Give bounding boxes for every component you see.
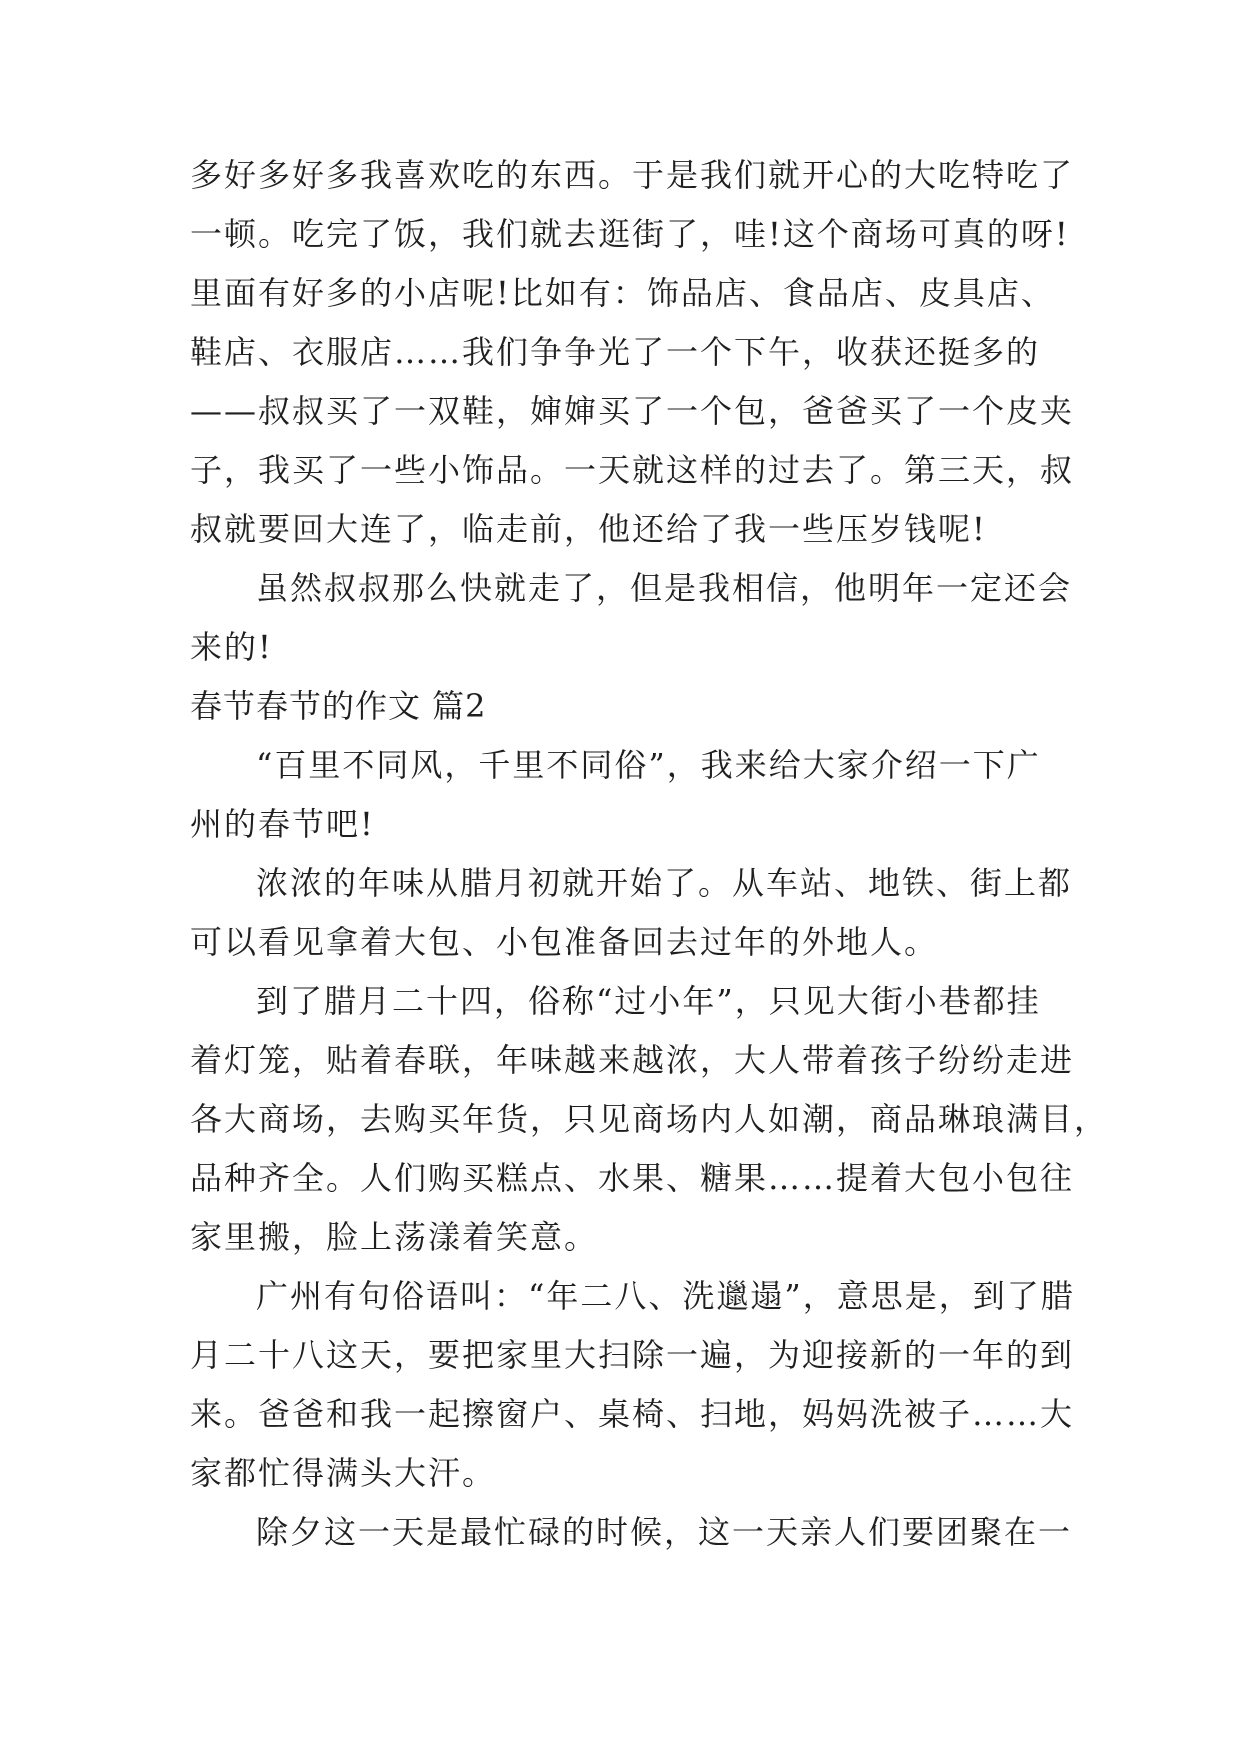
text-line: 叔就要回大连了，临走前，他还给了我一些压岁钱呢! [190,510,987,548]
paragraph [190,1267,1075,1503]
text-line: 可以看见拿着大包、小包准备回去过年的外地人。 [190,923,939,961]
text-line: 多好多好多我喜欢吃的东西。于是我们就开心的大吃特吃了 [190,156,1075,194]
document-page [190,146,1109,1562]
text-line: 州的春节吧! [190,805,375,843]
paragraph [190,854,1073,972]
text-line: 来。爸爸和我一起擦窗户、桌椅、扫地，妈妈洗被子……大 [190,1395,1075,1433]
paragraph [190,146,1075,559]
text-line: 除夕这一天是最忙碌的时候，这一天亲人们要团聚在一 [256,1513,1073,1551]
text-line: 到了腊月二十四，俗称“过小年”，只见大街小巷都挂 [256,982,1041,1020]
text-line: 家都忙得满头大汗。 [190,1454,497,1492]
text-line: 家里搬，脸上荡漾着笑意。 [190,1218,599,1256]
section-heading [190,677,1070,736]
text-line: 子，我买了一些小饰品。一天就这样的过去了。第三天，叔 [190,451,1075,489]
text-line: 着灯笼，贴着春联，年味越来越浓，大人带着孩子纷纷走进 [190,1041,1075,1079]
paragraph [190,559,1073,677]
heading-text: 春节春节的作文 篇2 [190,687,487,725]
text-line: 虽然叔叔那么快就走了，但是我相信，他明年一定还会 [256,569,1073,607]
text-line: 里面有好多的小店呢!比如有：饰品店、食品店、皮具店、 [190,274,1055,312]
paragraph [190,972,1109,1267]
text-line: ——叔叔买了一双鞋，婶婶买了一个包，爸爸买了一个皮夹 [190,392,1075,430]
text-line: “百里不同风，千里不同俗”，我来给大家介绍一下广 [256,746,1041,784]
paragraph [190,736,1070,854]
paragraph [190,1503,1073,1562]
text-line: 来的! [190,628,273,666]
text-line: 一顿。吃完了饭，我们就去逛街了，哇!这个商场可真的呀! [190,215,1070,253]
text-line: 月二十八这天，要把家里大扫除一遍，为迎接新的一年的到 [190,1336,1075,1374]
text-line: 广州有句俗语叫：“年二八、洗邋遢”，意思是，到了腊 [256,1277,1075,1315]
text-line: 品种齐全。人们购买糕点、水果、糖果……提着大包小包往 [190,1159,1075,1197]
text-line: 浓浓的年味从腊月初就开始了。从车站、地铁、街上都 [256,864,1073,902]
text-line: 各大商场，去购买年货，只见商场内人如潮，商品琳琅满目， [190,1100,1109,1138]
text-line: 鞋店、衣服店……我们争争光了一个下午，收获还挺多的 [190,333,1041,371]
